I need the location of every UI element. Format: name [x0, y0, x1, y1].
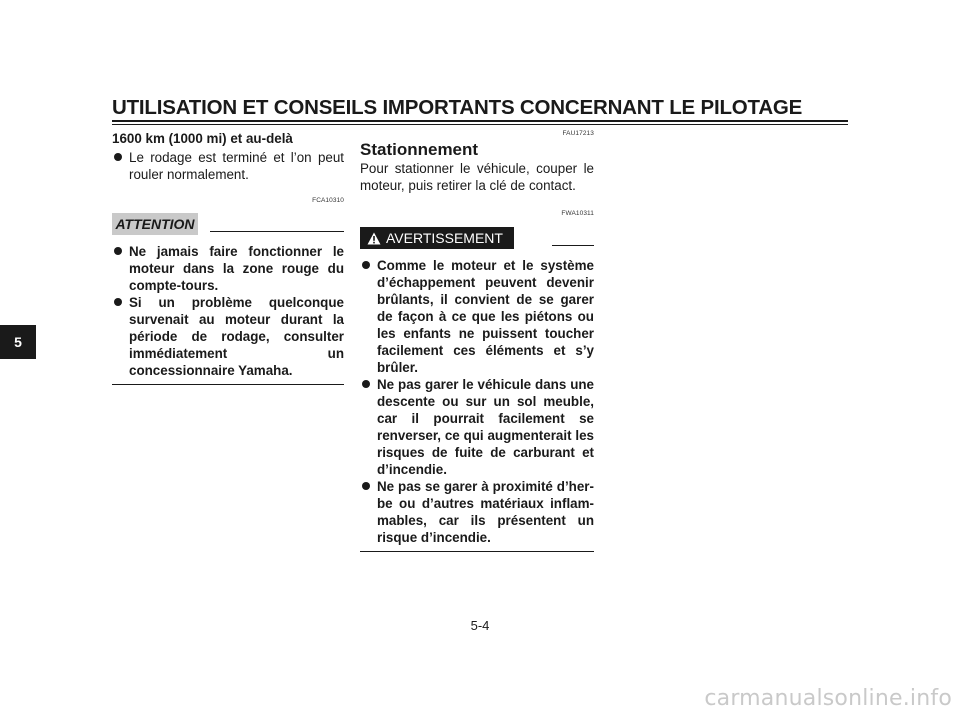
list-item: [112, 149, 344, 183]
warning-label: [360, 227, 514, 249]
list-item-text: Si un problème quelconque survenait au moteur durant la période de rodage, consulter immédiatement un concessionnaire Yamaha.: [129, 295, 344, 378]
subheading: 1600 km (1000 mi) et au-delà: [112, 131, 293, 146]
list-item: [112, 294, 344, 379]
middle-column: [360, 130, 594, 552]
list-item-text: Ne jamais faire fonctionner le moteur dans la zone rouge du compte-tours.: [129, 244, 344, 293]
page-number: 5-4: [470, 618, 490, 633]
bullet-icon: [114, 298, 122, 306]
warning-rule: [552, 245, 594, 246]
header-rule: [112, 120, 848, 122]
body-text: Pour stationner le véhicule, couper le moteur, puis retirer la clé de contact.: [360, 161, 594, 193]
warning-notice-header: [360, 225, 594, 255]
bullet-icon: [114, 153, 122, 161]
warning-list: [360, 257, 594, 546]
list-item-text: Le rodage est terminé et l’on peut rouler normalement.: [129, 150, 344, 182]
reference-code: FAU17213: [562, 130, 594, 137]
bullet-list: [112, 149, 344, 183]
warning-label-text: AVERTISSEMENT: [386, 230, 503, 246]
section-title: Stationnement: [360, 140, 479, 159]
bullet-icon: [114, 247, 122, 255]
bullet-icon: [362, 380, 370, 388]
watermark-text: carmanualsonline.info: [704, 686, 952, 711]
list-item: [360, 376, 594, 478]
chapter-tab: 5: [0, 325, 36, 359]
attention-notice-header: [112, 211, 344, 241]
list-item-text: Ne pas garer le véhicule dans une descente ou sur un sol meuble, car il pourrait facilement se renverser, ce qui augmenterait les risques de fuite de carburant et d’incendie.: [377, 377, 594, 477]
list-item: [360, 478, 594, 546]
page-header-title: UTILISATION ET CONSEILS IMPORTANTS CONCERNANT LE PILOTAGE: [112, 96, 803, 119]
list-item-text: Comme le moteur et le système d’échappement peuvent devenir brûlants, il convient de se garer de façon à ce que les piétons ou les enfants ne puissent toucher facilement ces éléments et s’y brûler.: [377, 258, 594, 375]
bullet-icon: [362, 261, 370, 269]
bullet-icon: [362, 482, 370, 490]
list-item: [360, 257, 594, 376]
list-item-text: Ne pas se garer à proximité d’herbe ou d’autres matériaux inflammables, car ils présentent un risque d’incendie.: [377, 479, 594, 545]
reference-code: FCA10310: [312, 197, 344, 204]
attention-list: [112, 243, 344, 379]
list-item: [112, 243, 344, 294]
reference-code: FWA10311: [561, 210, 594, 217]
attention-rule: [210, 231, 344, 232]
notice-end-rule: [360, 551, 594, 552]
left-column: [112, 130, 344, 385]
attention-label: ATTENTION: [112, 213, 198, 235]
notice-end-rule: [112, 384, 344, 385]
header-rule-thin: [112, 124, 848, 125]
warning-triangle-icon: [367, 232, 381, 245]
